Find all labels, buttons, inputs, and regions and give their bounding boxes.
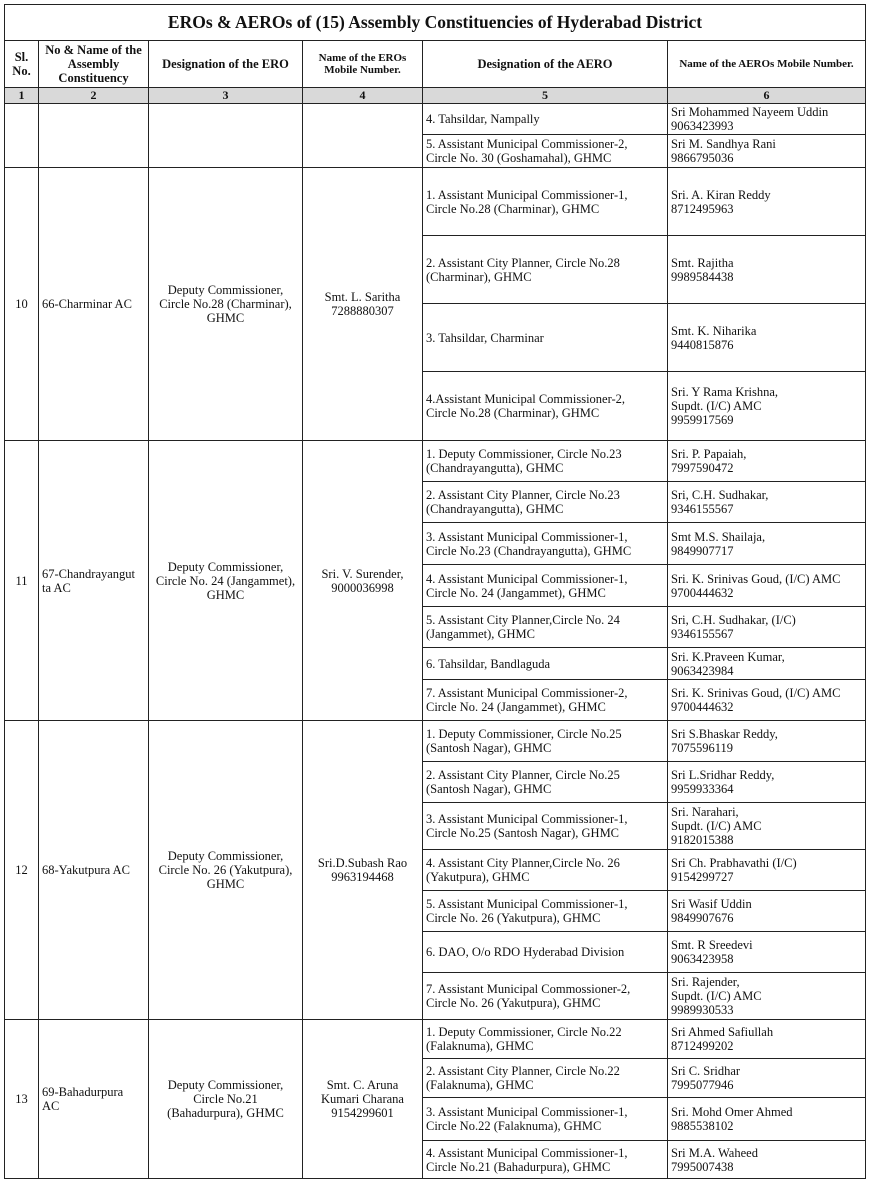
ero-aero-table — [4, 4, 866, 1179]
header-aero-designation: Designation of the AERO — [423, 41, 668, 88]
column-number: 5 — [423, 88, 668, 104]
column-number: 3 — [149, 88, 303, 104]
aero-designation-cell: 1. Assistant Municipal Commissioner-1, Circle No.28 (Charminar), GHMC — [423, 168, 668, 236]
sl-cell — [5, 104, 39, 168]
ero-name-cell: Smt. C. Aruna Kumari Charana 9154299601 — [303, 1020, 423, 1179]
ero-name-cell: Smt. L. Saritha 7288880307 — [303, 168, 423, 441]
aero-designation-cell: 3. Assistant Municipal Commissioner-1, Circle No.22 (Falaknuma), GHMC — [423, 1098, 668, 1141]
table-row — [5, 441, 866, 482]
ero-designation-cell: Deputy Commissioner, Circle No.28 (Charminar), GHMC — [149, 168, 303, 441]
header-sl-no: Sl. No. — [5, 41, 39, 88]
aero-name-cell: Sri C. Sridhar 7995077946 — [668, 1059, 866, 1098]
column-number: 1 — [5, 88, 39, 104]
aero-designation-cell: 7. Assistant Municipal Commissioner-2, Circle No. 24 (Jangammet), GHMC — [423, 680, 668, 721]
aero-designation-cell: 3. Assistant Municipal Commissioner-1, Circle No.25 (Santosh Nagar), GHMC — [423, 803, 668, 850]
header-ero-designation: Designation of the ERO — [149, 41, 303, 88]
aero-name-cell: Sri L.Sridhar Reddy, 9959933364 — [668, 762, 866, 803]
ero-designation-cell: Deputy Commissioner, Circle No. 24 (Jangammet), GHMC — [149, 441, 303, 721]
aero-name-cell: Sri. P. Papaiah, 7997590472 — [668, 441, 866, 482]
column-number: 6 — [668, 88, 866, 104]
header-constituency: No & Name of the Assembly Constituency — [39, 41, 149, 88]
aero-designation-cell: 5. Assistant Municipal Commissioner-2, Circle No. 30 (Goshamahal), GHMC — [423, 135, 668, 168]
aero-name-cell: Sri, C.H. Sudhakar, (I/C) 9346155567 — [668, 607, 866, 648]
table-row — [5, 721, 866, 762]
column-number-row — [5, 88, 866, 104]
aero-designation-cell: 4. Assistant City Planner,Circle No. 26 (Yakutpura), GHMC — [423, 850, 668, 891]
aero-designation-cell: 2. Assistant City Planner, Circle No.28 (Charminar), GHMC — [423, 236, 668, 304]
ero-designation-cell: Deputy Commissioner, Circle No.21 (Bahadurpura), GHMC — [149, 1020, 303, 1179]
constituency-name-cell: 69-Bahadurpura AC — [39, 1020, 149, 1179]
ero-name-cell: Sri. V. Surender, 9000036998 — [303, 441, 423, 721]
aero-name-cell: Sri M. Sandhya Rani 9866795036 — [668, 135, 866, 168]
aero-name-cell: Smt. Rajitha 9989584438 — [668, 236, 866, 304]
aero-designation-cell: 1. Deputy Commissioner, Circle No.25 (Santosh Nagar), GHMC — [423, 721, 668, 762]
aero-name-cell: Sri. Y Rama Krishna, Supdt. (I/C) AMC 9959917569 — [668, 372, 866, 441]
ero-name-cell: Sri.D.Subash Rao 9963194468 — [303, 721, 423, 1020]
constituency-name-cell: 66-Charminar AC — [39, 168, 149, 441]
aero-name-cell: Sri Mohammed Nayeem Uddin 9063423993 — [668, 104, 866, 135]
aero-designation-cell: 2. Assistant City Planner, Circle No.22 (Falaknuma), GHMC — [423, 1059, 668, 1098]
header-aero-name: Name of the AEROs Mobile Number. — [668, 41, 866, 88]
aero-name-cell: Smt. R Sreedevi 9063423958 — [668, 932, 866, 973]
aero-designation-cell: 5. Assistant City Planner,Circle No. 24 (Jangammet), GHMC — [423, 607, 668, 648]
constituency-cell — [39, 104, 149, 168]
column-number: 4 — [303, 88, 423, 104]
aero-designation-cell: 5. Assistant Municipal Commissioner-1, Circle No. 26 (Yakutpura), GHMC — [423, 891, 668, 932]
aero-designation-cell: 4. Assistant Municipal Commissioner-1, Circle No.21 (Bahadurpura), GHMC — [423, 1141, 668, 1179]
aero-name-cell: Sri S.Bhaskar Reddy, 7075596119 — [668, 721, 866, 762]
ero-designation-cell — [149, 104, 303, 168]
column-number: 2 — [39, 88, 149, 104]
constituency-name-cell: 67-Chandrayangut ta AC — [39, 441, 149, 721]
aero-name-cell: Sri. K. Srinivas Goud, (I/C) AMC 9700444632 — [668, 680, 866, 721]
table-row — [5, 104, 866, 135]
sl-no-cell: 12 — [5, 721, 39, 1020]
header-row — [5, 41, 866, 88]
aero-designation-cell: 6. Tahsildar, Bandlaguda — [423, 648, 668, 680]
aero-designation-cell: 2. Assistant City Planner, Circle No.23 (Chandrayangutta), GHMC — [423, 482, 668, 523]
header-ero-name: Name of the EROs Mobile Number. — [303, 41, 423, 88]
sl-no-cell: 13 — [5, 1020, 39, 1179]
ero-name-cell — [303, 104, 423, 168]
aero-designation-cell: 3. Assistant Municipal Commissioner-1, Circle No.23 (Chandrayangutta), GHMC — [423, 523, 668, 565]
aero-designation-cell: 7. Assistant Municipal Commossioner-2, Circle No. 26 (Yakutpura), GHMC — [423, 973, 668, 1020]
aero-name-cell: Smt. K. Niharika 9440815876 — [668, 304, 866, 372]
sl-no-cell: 11 — [5, 441, 39, 721]
aero-designation-cell: 1. Deputy Commissioner, Circle No.23 (Chandrayangutta), GHMC — [423, 441, 668, 482]
aero-name-cell: Sri. Mohd Omer Ahmed 9885538102 — [668, 1098, 866, 1141]
ero-designation-cell: Deputy Commissioner, Circle No. 26 (Yakutpura), GHMC — [149, 721, 303, 1020]
aero-name-cell: Sri Wasif Uddin 9849907676 — [668, 891, 866, 932]
aero-name-cell: Sri M.A. Waheed 7995007438 — [668, 1141, 866, 1179]
aero-designation-cell: 3. Tahsildar, Charminar — [423, 304, 668, 372]
title-row — [5, 5, 866, 41]
aero-designation-cell: 6. DAO, O/o RDO Hyderabad Division — [423, 932, 668, 973]
aero-name-cell: Sri. Narahari, Supdt. (I/C) AMC 9182015388 — [668, 803, 866, 850]
aero-name-cell: Sri Ch. Prabhavathi (I/C) 9154299727 — [668, 850, 866, 891]
aero-name-cell: Sri. A. Kiran Reddy 8712495963 — [668, 168, 866, 236]
aero-designation-cell: 4.Assistant Municipal Commissioner-2, Circle No.28 (Charminar), GHMC — [423, 372, 668, 441]
aero-designation-cell: 2. Assistant City Planner, Circle No.25 (Santosh Nagar), GHMC — [423, 762, 668, 803]
aero-designation-cell: 4. Assistant Municipal Commissioner-1, Circle No. 24 (Jangammet), GHMC — [423, 565, 668, 607]
table-row — [5, 168, 866, 236]
aero-name-cell: Smt M.S. Shailaja, 9849907717 — [668, 523, 866, 565]
table-row — [5, 1020, 866, 1059]
document-title: EROs & AEROs of (15) Assembly Constituencies of Hyderabad District — [5, 5, 866, 41]
aero-name-cell: Sri, C.H. Sudhakar, 9346155567 — [668, 482, 866, 523]
sl-no-cell: 10 — [5, 168, 39, 441]
aero-designation-cell: 4. Tahsildar, Nampally — [423, 104, 668, 135]
aero-name-cell: Sri. K. Srinivas Goud, (I/C) AMC 9700444632 — [668, 565, 866, 607]
aero-name-cell: Sri. Rajender, Supdt. (I/C) AMC 9989930533 — [668, 973, 866, 1020]
constituency-name-cell: 68-Yakutpura AC — [39, 721, 149, 1020]
aero-name-cell: Sri Ahmed Safiullah 8712499202 — [668, 1020, 866, 1059]
aero-name-cell: Sri. K.Praveen Kumar, 9063423984 — [668, 648, 866, 680]
aero-designation-cell: 1. Deputy Commissioner, Circle No.22 (Falaknuma), GHMC — [423, 1020, 668, 1059]
